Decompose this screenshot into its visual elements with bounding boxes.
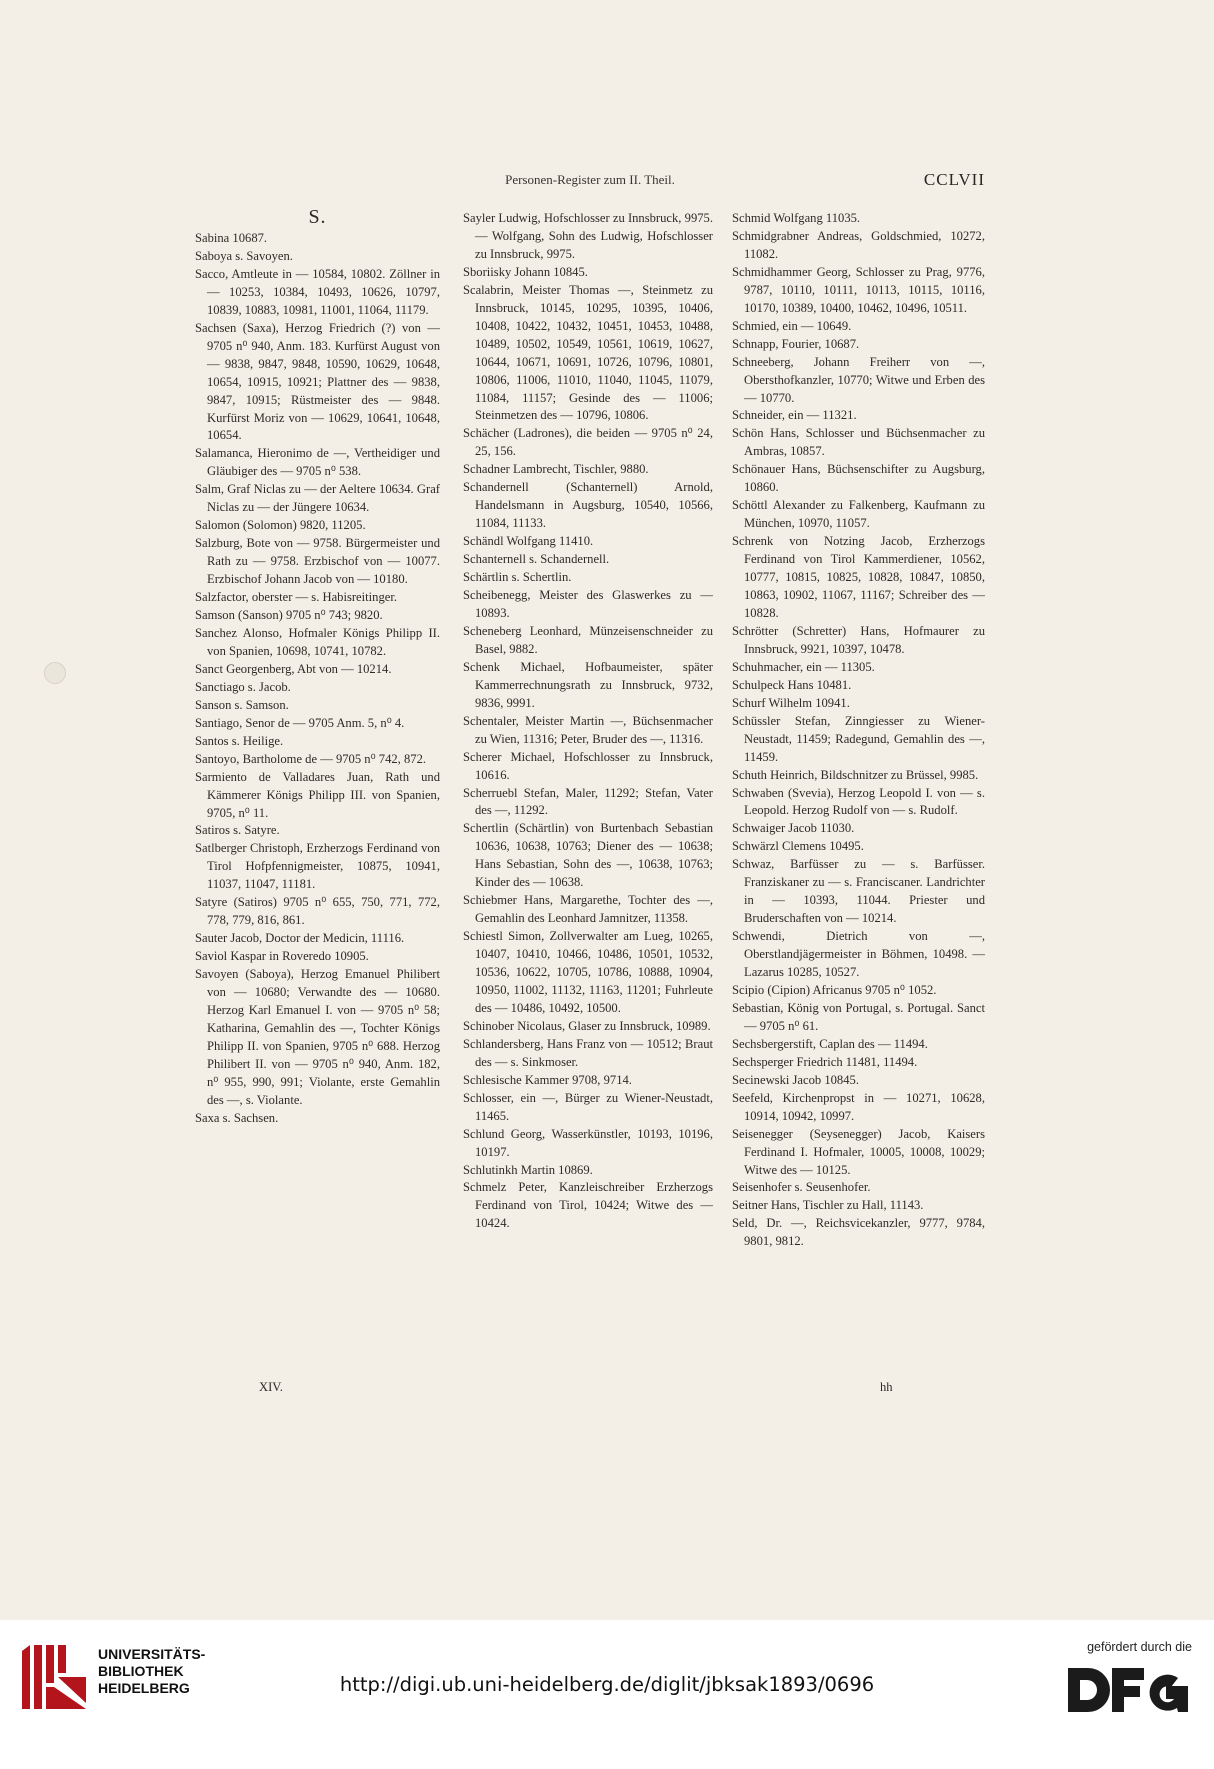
permalink-url[interactable]: http://digi.ub.uni-heidelberg.de/diglit/jbksak1893/0696 bbox=[339, 1673, 875, 1696]
register-entry: Schlosser, ein —, Bürger zu Wiener-Neustadt, 11465. bbox=[463, 1090, 713, 1123]
register-entry: Schächer (Ladrones), die beiden — 9705 n⁰ 24, 25, 156. bbox=[463, 426, 713, 459]
section-letter: S. bbox=[308, 206, 327, 228]
register-entry: Schändl Wolfgang 11410. bbox=[463, 534, 594, 549]
register-entry: Schanternell s. Schandernell. bbox=[463, 552, 610, 567]
binding-hole-mark bbox=[44, 662, 66, 684]
register-entry: Schön Hans, Schlosser und Büchsenmacher zu Ambras, 10857. bbox=[732, 426, 985, 459]
register-entry: Salzfactor, oberster — s. Habisreitinger. bbox=[195, 590, 397, 605]
register-entry: Schiestl Simon, Zollverwalter am Lueg, 10265, 10407, 10410, 10466, 10486, 10501, 10532, 10536, 10622, 10705, 10786, 10888, 10904, 10950, 11002, 11132, 11163, 11201; Fuhrleute des — 10486, 10492, 10500. bbox=[463, 929, 713, 1015]
register-entry: Schuhmacher, ein — 11305. bbox=[732, 659, 875, 674]
register-entry: Schiebmer Hans, Margarethe, Tochter des —, Gemahlin des Leonhard Jamnitzer, 11358. bbox=[463, 893, 713, 926]
register-entry: Salm, Graf Niclas zu — der Aeltere 10634. Graf Niclas zu — der Jüngere 10634. bbox=[195, 482, 440, 515]
register-entry: Schuth Heinrich, Bildschnitzer zu Brüssel, 9985. bbox=[732, 767, 979, 782]
register-entry: Savoyen (Saboya), Herzog Emanuel Philibert von — 10680; Verwandte des — 10680. Herzog Karl Emanuel I. von — 9705 n⁰ 58; Katharina, Gemahlin des —, Tochter Königs Philipp II. von Spanien, 9705 n⁰ 688. Herzog Philibert II. von — 9705 n⁰ 940, Anm. 182, n⁰ 955, 990, 991; Violante, erste Gemahlin des —, s. Violante. bbox=[195, 967, 440, 1107]
register-entry: Schwendi, Dietrich von —, Oberstlandjägermeister in Böhmen, 10498. — Lazarus 10285, 10527. bbox=[732, 929, 985, 980]
register-entry: Schenk Michael, Hofbaumeister, später Kammerrechnungsrath zu Innsbruck, 9732, 9836, 9991. bbox=[463, 659, 713, 710]
register-entry: Schandernell (Schanternell) Arnold, Handelsmann in Augsburg, 10540, 10566, 11084, 11133. bbox=[463, 480, 713, 531]
register-entry: Schwaz, Barfüsser zu — s. Barfüsser. Franziskaner zu — s. Franciscaner. Landrichter in — 10393, 11044. Priester und Bruderschaften von — 10214. bbox=[732, 857, 985, 926]
register-entry: Satiros s. Satyre. bbox=[195, 823, 280, 838]
register-entry: Santiago, Senor de — 9705 Anm. 5, n⁰ 4. bbox=[195, 715, 405, 730]
register-entry: Sanctiago s. Jacob. bbox=[195, 679, 291, 694]
register-entry: Schöttl Alexander zu Falkenberg, Kaufmann zu München, 10970, 11057. bbox=[732, 498, 985, 531]
register-entry: Scalabrin, Meister Thomas —, Steinmetz zu Innsbruck, 10145, 10295, 10395, 10406, 10408, 10422, 10432, 10451, 10453, 10488, 10489, 10502, 10549, 10561, 10619, 10627, 10644, 10671, 10691, 10726, 10796, 10801, 10806, 11006, 11010, 11040, 11045, 11079, 11084, 11157; Gesinde des — 11006; Steinmetzen des — 10796, 10806. bbox=[463, 282, 713, 423]
register-entry: Secinewski Jacob 10845. bbox=[732, 1072, 859, 1087]
register-entry: Schnapp, Fourier, 10687. bbox=[732, 336, 860, 351]
register-entry: Samson (Sanson) 9705 n⁰ 743; 9820. bbox=[195, 608, 383, 623]
register-entry: Salamanca, Hieronimo de —, Vertheidiger und Gläubiger des — 9705 n⁰ 538. bbox=[195, 446, 440, 479]
register-entry: Schärtlin s. Schertlin. bbox=[463, 570, 572, 585]
register-entry: Scheneberg Leonhard, Münzeisenschneider zu Basel, 9882. bbox=[463, 623, 713, 656]
register-entry: Schertlin (Schärtlin) von Burtenbach Sebastian 10636, 10638, 10763; Diener des — 10638; Hans Sebastian, Sohn des —, 10638, 10763; Kinder des — 10638. bbox=[463, 821, 713, 890]
register-entry: Sechsperger Friedrich 11481, 11494. bbox=[732, 1054, 918, 1069]
funded-by-text: gefördert durch die bbox=[1087, 1640, 1192, 1654]
library-name-line3: HEIDELBERG bbox=[98, 1680, 190, 1696]
register-entry: Scheibenegg, Meister des Glaswerkes zu — 10893. bbox=[463, 588, 713, 620]
register-entry: Sanct Georgenberg, Abt von — 10214. bbox=[195, 661, 392, 676]
register-entry: Sachsen (Saxa), Herzog Friedrich (?) von — 9705 n⁰ 940, Anm. 183. Kurfürst August von — 9838, 9847, 9848, 10590, 10629, 10648, 10654, 10915, 10921; Plattner des — 9838, 9847, 10915; Rüstmeister des — 9848. Kurfürst Moriz von — 10629, 10641, 10648, 10654. bbox=[195, 320, 440, 443]
register-entry: Sacco, Amtleute in — 10584, 10802. Zöllner in — 10253, 10384, 10493, 10626, 10797, 10839, 10883, 10981, 11001, 11064, 11179. bbox=[195, 266, 440, 317]
register-entry: Santoyo, Bartholome de — 9705 n⁰ 742, 872. bbox=[195, 751, 427, 766]
register-entry: Schwaben (Svevia), Herzog Leopold I. von — s. Leopold. Herzog Rudolf von — s. Rudolf. bbox=[732, 785, 985, 818]
register-entry: Schinober Nicolaus, Glaser zu Innsbruck, 10989. bbox=[463, 1018, 711, 1033]
register-entry: Schmelz Peter, Kanzleischreiber Erzherzogs Ferdinand von Tirol, 10424; Witwe des — 10424. bbox=[463, 1180, 713, 1231]
register-entry: Schmidhammer Georg, Schlosser zu Prag, 9776, 9787, 10110, 10111, 10113, 10115, 10116, 10170, 10389, 10400, 10462, 10496, 10511. bbox=[732, 264, 985, 315]
register-entry: Schentaler, Meister Martin —, Büchsenmacher zu Wien, 11316; Peter, Bruder des —, 11316. bbox=[463, 713, 713, 746]
register-entry: Satlberger Christoph, Erzherzogs Ferdinand von Tirol Hofpfennigmeister, 10875, 10941, 11037, 11047, 11181. bbox=[195, 841, 440, 892]
register-entry: Schadner Lambrecht, Tischler, 9880. bbox=[463, 462, 649, 477]
register-entry: Schneeberg, Johann Freiherr von —, Obersthofkanzler, 10770; Witwe und Erben des — 10770. bbox=[732, 354, 985, 405]
register-entry: Scherruebl Stefan, Maler, 11292; Stefan, Vater des —, 11292. bbox=[463, 785, 713, 818]
register-entry: Sechsbergerstift, Caplan des — 11494. bbox=[732, 1036, 928, 1051]
register-entry: Schrötter (Schretter) Hans, Hofmaurer zu Innsbruck, 9921, 10397, 10478. bbox=[732, 623, 985, 656]
register-entry: Sabina 10687. bbox=[195, 231, 268, 245]
column-2 bbox=[463, 210, 713, 1233]
register-entry: Schlesische Kammer 9708, 9714. bbox=[463, 1072, 632, 1087]
column-1 bbox=[195, 206, 440, 1128]
register-entry: Santos s. Heilige. bbox=[195, 733, 284, 748]
register-entry: Sanchez Alonso, Hofmaler Königs Philipp II. von Spanien, 10698, 10741, 10782. bbox=[195, 625, 440, 658]
register-entry: Satyre (Satiros) 9705 n⁰ 655, 750, 771, 772, 778, 779, 816, 861. bbox=[195, 895, 440, 928]
register-entry: Schmied, ein — 10649. bbox=[732, 318, 852, 333]
register-entry: Scherer Michael, Hofschlosser zu Innsbruck, 10616. bbox=[463, 749, 713, 782]
register-entry: Schlund Georg, Wasserkünstler, 10193, 10196, 10197. bbox=[463, 1126, 713, 1159]
register-entry: Schmid Wolfgang 11035. bbox=[732, 211, 861, 225]
column-3 bbox=[732, 210, 985, 1251]
register-entry: Seld, Dr. —, Reichsvicekanzler, 9777, 9784, 9801, 9812. bbox=[732, 1216, 985, 1249]
register-entry: Schlandersberg, Hans Franz von — 10512; Braut des — s. Sinkmoser. bbox=[463, 1036, 713, 1069]
register-entry: Schulpeck Hans 10481. bbox=[732, 677, 852, 692]
register-entry: Schurf Wilhelm 10941. bbox=[732, 695, 850, 710]
signature-mark: XIV. bbox=[259, 1380, 283, 1394]
register-entry: Seefeld, Kirchenpropst in — 10271, 10628, 10914, 10942, 10997. bbox=[732, 1090, 985, 1123]
page-number: CCLVII bbox=[923, 170, 985, 189]
register-entry: Sauter Jacob, Doctor der Medicin, 11116. bbox=[195, 931, 405, 946]
register-entry: Sanson s. Samson. bbox=[195, 697, 289, 712]
register-entry: Schönauer Hans, Büchsenschifter zu Augsburg, 10860. bbox=[732, 462, 985, 495]
running-header bbox=[195, 172, 985, 196]
register-entry: Sboriisky Johann 10845. bbox=[463, 264, 588, 279]
register-entry: Schlutinkh Martin 10869. bbox=[463, 1162, 593, 1177]
signature-mark-right: hh bbox=[880, 1380, 893, 1394]
register-entry: Schneider, ein — 11321. bbox=[732, 408, 857, 423]
register-entry: Saxa s. Sachsen. bbox=[195, 1110, 279, 1125]
register-entry: Seisenegger (Seysenegger) Jacob, Kaisers Ferdinand I. Hofmaler, 10005, 10008, 10029; Witwe des — 10125. bbox=[732, 1126, 985, 1177]
register-entry: Sarmiento de Valladares Juan, Rath und Kämmerer Königs Philipp III. von Spanien, 9705, n⁰ 11. bbox=[195, 769, 440, 820]
library-name-line1: UNIVERSITÄTS- bbox=[98, 1646, 206, 1662]
header-title: Personen-Register zum II. Theil. bbox=[505, 172, 675, 187]
register-entry: Sayler Ludwig, Hofschlosser zu Innsbruck, 9975. — Wolfgang, Sohn des Ludwig, Hofschlosser zu Innsbruck, 9975. bbox=[463, 211, 713, 261]
register-entry: Schüssler Stefan, Zinngiesser zu Wiener-Neustadt, 11459; Radegund, Gemahlin des —, 11459. bbox=[732, 713, 985, 764]
register-entry: Scipio (Cipion) Africanus 9705 n⁰ 1052. bbox=[732, 982, 937, 997]
register-entry: Salzburg, Bote von — 9758. Bürgermeister und Rath zu — 9758. Erzbischof von — 10077. Erzbischof Johann Jacob von — 10180. bbox=[195, 536, 440, 587]
register-entry: Saboya s. Savoyen. bbox=[195, 248, 293, 263]
register-entry: Seitner Hans, Tischler zu Hall, 11143. bbox=[732, 1198, 924, 1213]
register-entry: Saviol Kaspar in Roveredo 10905. bbox=[195, 949, 369, 964]
register-entry: Schwärzl Clemens 10495. bbox=[732, 839, 864, 854]
dfg-logo-icon bbox=[1064, 1662, 1192, 1718]
register-entry: Schmidgrabner Andreas, Goldschmied, 10272, 11082. bbox=[732, 228, 985, 261]
library-name-line2: BIBLIOTHEK bbox=[98, 1663, 184, 1679]
register-entry: Seisenhofer s. Seusenhofer. bbox=[732, 1180, 871, 1195]
register-entry: Schrenk von Notzing Jacob, Erzherzogs Ferdinand von Tirol Kammerdiener, 10562, 10777, 10815, 10825, 10828, 10847, 10850, 10863, 10902, 11067, 11167; Schreiber des — 10828. bbox=[732, 534, 985, 620]
register-entry: Sebastian, König von Portugal, s. Portugal. Sanct — 9705 n⁰ 61. bbox=[732, 1000, 985, 1033]
register-entry: Salomon (Solomon) 9820, 11205. bbox=[195, 518, 366, 533]
register-entry: Schwaiger Jacob 11030. bbox=[732, 821, 855, 836]
